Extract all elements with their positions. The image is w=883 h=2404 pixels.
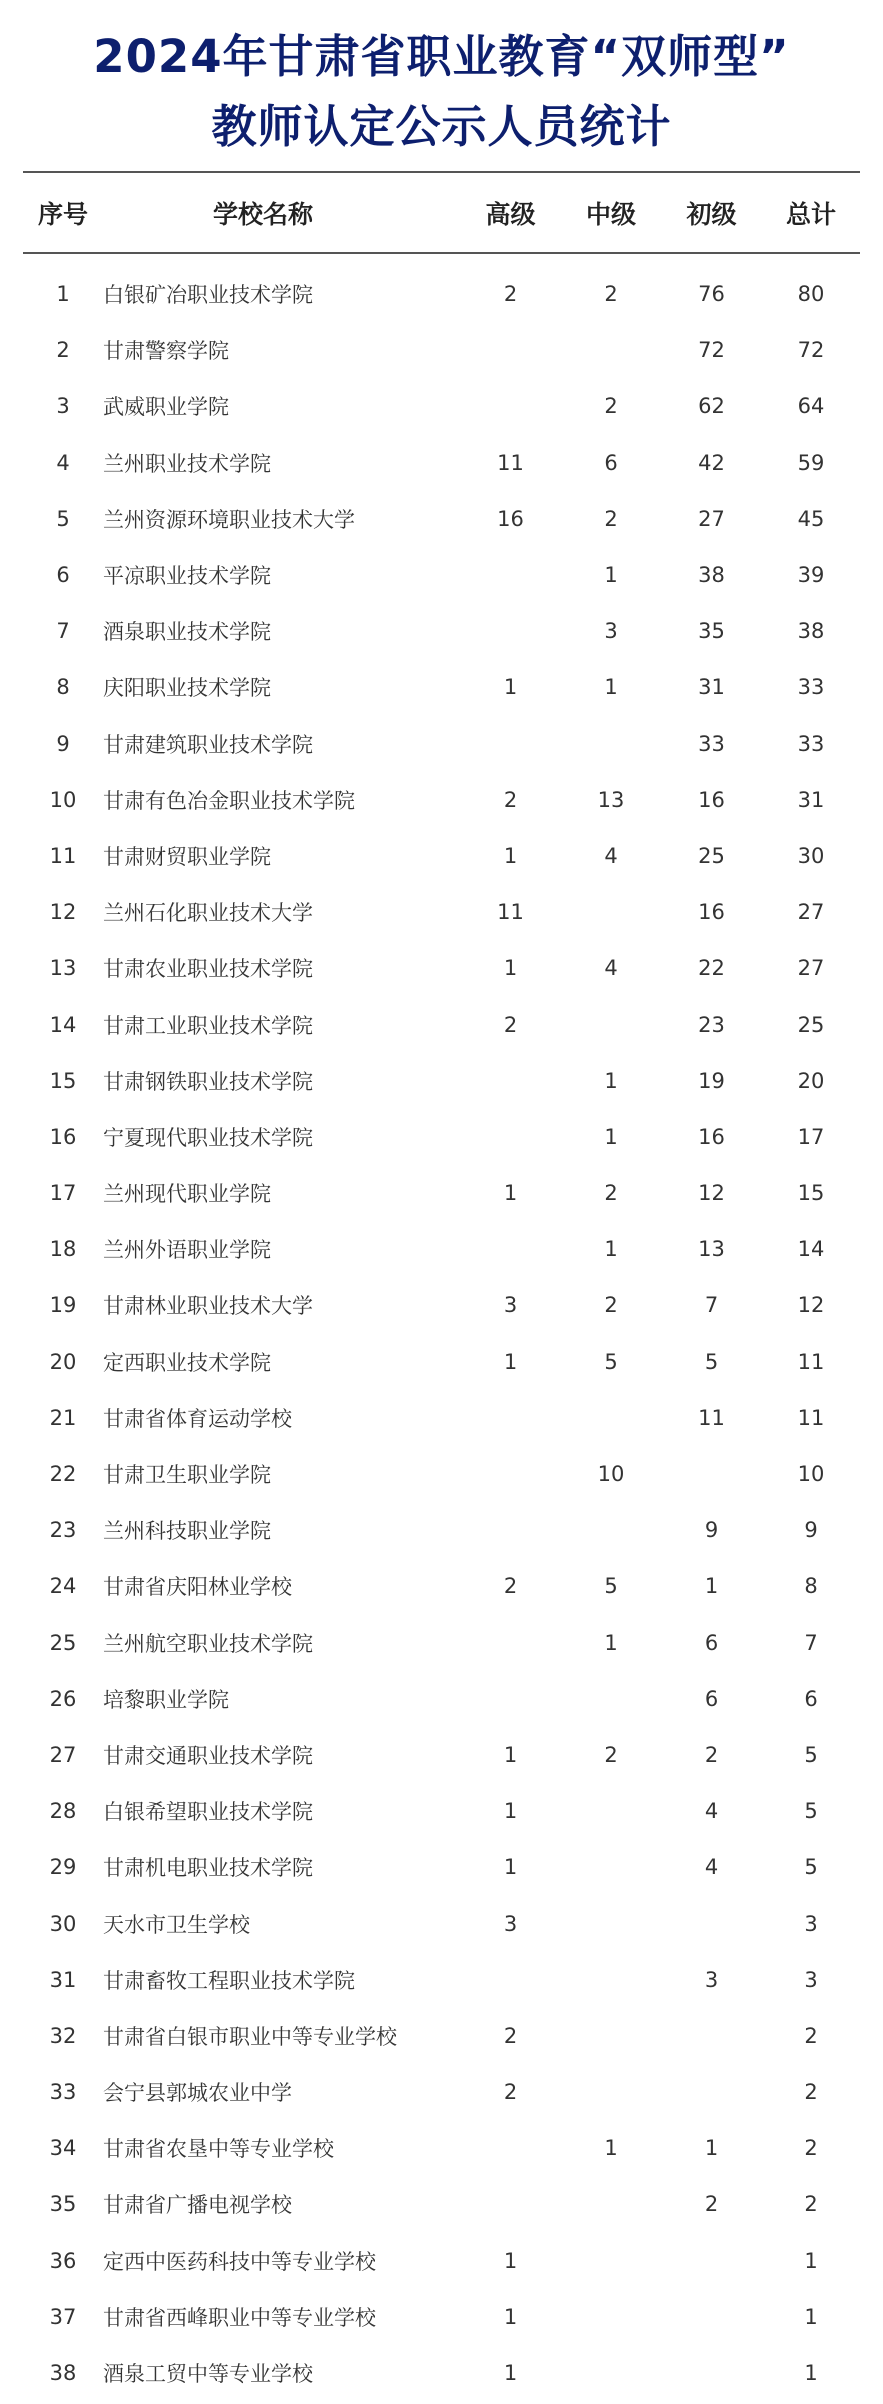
cell-index: 23 [49,1518,77,1543]
cell-intermediate: 1 [604,1237,618,1262]
cell-intermediate: 3 [604,619,618,644]
cell-intermediate [561,1895,661,1951]
cell-total: 2 [804,2192,818,2217]
table-row [23,252,860,322]
cell-senior: 1 [503,843,518,868]
cell-junior [661,2289,762,2345]
cell-total: 5 [804,1855,818,1880]
cell-index: 2 [56,338,70,363]
cell-intermediate: 1 [604,1068,618,1093]
table-row [23,1053,860,1109]
cell-senior: 2 [503,1574,518,1599]
cell-intermediate: 1 [604,1124,618,1149]
cell-total: 27 [797,956,825,981]
cell-index: 21 [49,1405,77,1430]
cell-junior: 2 [704,1742,719,1767]
cell-junior: 16 [698,787,725,812]
cell-junior: 16 [698,1124,725,1149]
cell-senior: 1 [503,2248,518,2273]
cell-index: 37 [49,2304,77,2329]
cell-index: 38 [49,2361,77,2386]
cell-total: 80 [797,282,825,307]
cell-index: 26 [49,1686,77,1711]
cell-total: 5 [804,1799,818,1824]
cell-school-name: 甘肃建筑职业技术学院 [103,732,313,757]
cell-intermediate: 5 [604,1574,618,1599]
cell-intermediate: 1 [604,563,618,588]
cell-intermediate [561,716,661,772]
cell-school-name: 甘肃钢铁职业技术学院 [103,1069,313,1094]
cell-intermediate [561,1671,661,1727]
cell-school-name: 甘肃卫生职业学院 [103,1463,271,1488]
cell-school-name: 甘肃省白银市职业中等专业学校 [103,2024,397,2049]
cell-junior: 6 [704,1630,719,1655]
table-row [23,1502,860,1558]
cell-junior: 9 [704,1518,719,1543]
cell-school-name: 宁夏现代职业技术学院 [103,1125,313,1150]
table-row [23,1165,860,1221]
cell-total: 6 [804,1686,818,1711]
cell-total: 45 [797,506,825,531]
cell-senior: 1 [503,1742,518,1767]
table-row [23,1671,860,1727]
cell-total: 9 [804,1518,818,1543]
cell-index: 25 [49,1630,77,1655]
cell-intermediate: 6 [604,450,618,475]
cell-junior: 25 [698,843,725,868]
header-intermediate: 中级 [585,199,636,229]
cell-junior: 38 [698,563,725,588]
table-row [23,2008,860,2064]
cell-junior: 3 [704,1967,719,1992]
cell-school-name: 甘肃交通职业技术学院 [103,1743,313,1768]
cell-school-name: 甘肃省西峰职业中等专业学校 [103,2305,376,2330]
cell-senior: 1 [503,1349,518,1374]
cell-senior: 16 [497,506,524,531]
cell-junior [661,1446,762,1502]
cell-school-name: 会宁县郭城农业中学 [103,2081,292,2106]
cell-total: 11 [797,1405,825,1430]
cell-junior: 5 [704,1349,719,1374]
cell-index: 22 [49,1462,77,1487]
cell-school-name: 甘肃工业职业技术学院 [103,1013,313,1038]
cell-school-name: 甘肃省体育运动学校 [103,1406,292,1431]
cell-school-name: 兰州职业技术学院 [103,451,271,476]
header-junior: 初级 [686,199,737,229]
table-row [23,1727,860,1783]
cell-total: 72 [797,338,825,363]
cell-intermediate: 4 [604,956,618,981]
cell-total: 30 [797,843,825,868]
table-row [23,1839,860,1895]
cell-junior: 1 [704,1574,719,1599]
cell-senior: 1 [503,1855,518,1880]
cell-index: 29 [49,1855,77,1880]
cell-senior [460,322,561,378]
table-row [23,1952,860,2008]
cell-intermediate [561,884,661,940]
cell-school-name: 定西中医药科技中等专业学校 [103,2249,376,2274]
cell-senior: 11 [497,450,524,475]
cell-index: 7 [56,619,70,644]
cell-school-name: 甘肃机电职业技术学院 [103,1856,313,1881]
cell-total: 3 [804,1967,818,1992]
cell-index: 28 [49,1799,77,1824]
table-row [23,547,860,603]
cell-index: 1 [56,282,70,307]
table-row [23,1783,860,1839]
cell-junior: 7 [704,1293,719,1318]
cell-senior [460,603,561,659]
table-row [23,1895,860,1951]
cell-senior: 1 [503,2361,518,2386]
cell-junior [661,2345,762,2401]
cell-school-name: 甘肃省农垦中等专业学校 [103,2137,334,2162]
cell-junior [661,2233,762,2289]
cell-total: 17 [797,1124,825,1149]
cell-school-name: 酒泉职业技术学院 [103,620,271,645]
cell-senior [460,1615,561,1671]
cell-intermediate: 1 [604,2136,618,2161]
cell-junior: 62 [698,394,725,419]
cell-school-name: 酒泉工贸中等专业学校 [103,2362,313,2387]
cell-index: 15 [49,1068,77,1093]
cell-junior: 72 [698,338,725,363]
cell-school-name: 平凉职业技术学院 [103,564,271,589]
cell-junior: 76 [698,282,725,307]
table-row [23,1334,860,1390]
cell-senior [460,1053,561,1109]
cell-index: 32 [49,2023,77,2048]
cell-index: 11 [49,843,77,868]
cell-total: 1 [804,2248,818,2273]
cell-total: 2 [804,2136,818,2161]
cell-total: 27 [797,900,825,925]
cell-senior [460,716,561,772]
cell-total: 10 [797,1462,825,1487]
cell-junior: 1 [704,2136,719,2161]
cell-total: 1 [804,2304,818,2329]
table-row [23,1109,860,1165]
cell-index: 4 [56,450,70,475]
cell-junior: 19 [698,1068,725,1093]
cell-total: 20 [797,1068,825,1093]
table-row [23,940,860,996]
cell-senior: 1 [503,1181,518,1206]
table-row [23,2345,860,2401]
cell-index: 8 [56,675,70,700]
cell-school-name: 甘肃财贸职业学院 [103,844,271,869]
cell-senior: 2 [503,282,518,307]
table-row [23,828,860,884]
table-row [23,603,860,659]
cell-intermediate: 10 [597,1462,625,1487]
cell-index: 30 [49,1911,77,1936]
cell-junior: 35 [698,619,725,644]
header-school: 学校名称 [213,199,314,229]
table-row [23,716,860,772]
cell-intermediate: 2 [604,282,618,307]
cell-senior: 1 [503,956,518,981]
cell-index: 17 [49,1181,77,1206]
cell-school-name: 庆阳职业技术学院 [103,676,271,701]
cell-intermediate [561,2289,661,2345]
cell-intermediate [561,1952,661,2008]
table-row [23,772,860,828]
cell-school-name: 甘肃有色冶金职业技术学院 [103,788,355,813]
cell-junior: 31 [698,675,725,700]
table-row [23,322,860,378]
table-row [23,1390,860,1446]
cell-total: 11 [797,1349,825,1374]
cell-index: 24 [49,1574,77,1599]
cell-index: 3 [56,394,70,419]
cell-index: 9 [56,731,70,756]
cell-intermediate: 2 [604,506,618,531]
cell-senior: 1 [503,1799,518,1824]
cell-senior [460,1502,561,1558]
cell-senior: 3 [503,1911,518,1936]
cell-senior [460,1446,561,1502]
cell-total: 7 [804,1630,818,1655]
cell-senior: 2 [503,787,518,812]
cell-junior: 11 [698,1405,725,1430]
cell-intermediate: 13 [597,787,625,812]
cell-school-name: 白银希望职业技术学院 [103,1800,313,1825]
cell-junior [661,2064,762,2120]
cell-junior: 2 [704,2192,719,2217]
cell-school-name: 天水市卫生学校 [103,1912,250,1937]
cell-index: 35 [49,2192,77,2217]
cell-total: 5 [804,1742,818,1767]
table-row [23,2120,860,2176]
cell-school-name: 培黎职业学院 [103,1687,229,1712]
cell-total: 39 [797,563,825,588]
cell-intermediate [561,996,661,1052]
cell-senior: 2 [503,2080,518,2105]
cell-total: 2 [804,2080,818,2105]
table-row [23,996,860,1052]
cell-school-name: 甘肃畜牧工程职业技术学院 [103,1968,355,1993]
cell-school-name: 甘肃警察学院 [103,339,229,364]
cell-intermediate: 2 [604,1181,618,1206]
cell-intermediate: 1 [604,1630,618,1655]
cell-junior: 33 [698,731,725,756]
cell-junior: 27 [698,506,725,531]
cell-senior [460,1109,561,1165]
header-total: 总计 [785,199,836,229]
cell-total: 3 [804,1911,818,1936]
cell-school-name: 甘肃省庆阳林业学校 [103,1575,292,1600]
cell-junior: 22 [698,956,725,981]
cell-index: 31 [49,1967,77,1992]
cell-junior: 42 [698,450,725,475]
cell-total: 25 [797,1012,825,1037]
cell-intermediate [561,1839,661,1895]
cell-index: 13 [49,956,77,981]
cell-school-name: 兰州外语职业学院 [103,1238,271,1263]
cell-senior: 2 [503,1012,518,1037]
cell-total: 33 [797,675,825,700]
cell-index: 6 [56,563,70,588]
table-row [23,2289,860,2345]
cell-senior [460,1952,561,2008]
cell-senior [460,378,561,434]
cell-school-name: 兰州现代职业学院 [103,1182,271,1207]
cell-total: 1 [804,2361,818,2386]
cell-index: 10 [49,787,77,812]
cell-school-name: 兰州石化职业技术大学 [103,901,313,926]
cell-intermediate [561,2233,661,2289]
cell-total: 14 [797,1237,825,1262]
cell-index: 5 [56,506,70,531]
table-row [23,884,860,940]
cell-senior [460,2176,561,2232]
cell-senior: 1 [503,2304,518,2329]
cell-index: 20 [49,1349,77,1374]
cell-school-name: 武威职业学院 [103,395,229,420]
cell-total: 12 [797,1293,825,1318]
cell-index: 12 [49,900,77,925]
table-row [23,2064,860,2120]
cell-intermediate: 4 [604,843,618,868]
cell-junior [661,2008,762,2064]
header-index: 序号 [37,199,88,229]
cell-intermediate [561,1390,661,1446]
table-row [23,1446,860,1502]
cell-intermediate: 2 [604,394,618,419]
cell-intermediate [561,2008,661,2064]
table-row [23,378,860,434]
cell-intermediate [561,1502,661,1558]
cell-intermediate [561,2176,661,2232]
cell-index: 18 [49,1237,77,1262]
cell-index: 16 [49,1124,77,1149]
cell-intermediate [561,322,661,378]
table-header-row [23,173,860,252]
cell-total: 33 [797,731,825,756]
cell-junior: 23 [698,1012,725,1037]
cell-total: 31 [797,787,825,812]
cell-index: 36 [49,2248,77,2273]
page-title [23,0,860,162]
header-senior: 高级 [485,199,536,229]
cell-school-name: 白银矿冶职业技术学院 [103,283,313,308]
cell-junior [661,1895,762,1951]
table-row [23,2233,860,2289]
table-row [23,1221,860,1277]
cell-intermediate [561,2064,661,2120]
cell-senior: 1 [503,675,518,700]
table-row [23,491,860,547]
cell-index: 19 [49,1293,77,1318]
cell-senior [460,1221,561,1277]
cell-senior [460,1671,561,1727]
cell-junior: 4 [704,1799,719,1824]
table-row [23,659,860,715]
cell-junior: 12 [698,1181,725,1206]
cell-junior: 16 [698,900,725,925]
cell-intermediate: 2 [604,1293,618,1318]
cell-index: 33 [49,2080,77,2105]
cell-total: 59 [797,450,825,475]
cell-school-name: 定西职业技术学院 [103,1350,271,1375]
cell-intermediate [561,1783,661,1839]
cell-junior: 6 [704,1686,719,1711]
cell-school-name: 兰州资源环境职业技术大学 [103,507,355,532]
cell-senior: 2 [503,2023,518,2048]
cell-intermediate [561,2345,661,2401]
cell-school-name: 甘肃农业职业技术学院 [103,957,313,982]
cell-school-name: 兰州科技职业学院 [103,1519,271,1544]
cell-total: 64 [797,394,825,419]
cell-senior: 11 [497,900,524,925]
cell-senior: 3 [503,1293,518,1318]
title-line-1: 2024年甘肃省职业教育“双师型” [93,30,790,83]
cell-school-name: 兰州航空职业技术学院 [103,1631,313,1656]
title-line-2: 教师认定公示人员统计 [211,100,672,153]
table-row [23,1558,860,1614]
cell-senior [460,547,561,603]
cell-intermediate: 5 [604,1349,618,1374]
table-row [23,1277,860,1333]
table-row [23,435,860,491]
cell-senior [460,1390,561,1446]
cell-index: 34 [49,2136,77,2161]
cell-senior [460,2120,561,2176]
cell-junior: 4 [704,1855,719,1880]
cell-junior: 13 [698,1237,725,1262]
cell-total: 2 [804,2023,818,2048]
cell-index: 14 [49,1012,77,1037]
cell-index: 27 [49,1742,77,1767]
table-body [23,252,860,2401]
cell-total: 15 [797,1181,825,1206]
statistics-table [23,173,860,2401]
table-row [23,2176,860,2232]
cell-school-name: 甘肃林业职业技术大学 [103,1294,313,1319]
table-row [23,1615,860,1671]
cell-school-name: 甘肃省广播电视学校 [103,2193,292,2218]
cell-intermediate: 2 [604,1742,618,1767]
cell-total: 8 [804,1574,818,1599]
cell-total: 38 [797,619,825,644]
cell-intermediate: 1 [604,675,618,700]
